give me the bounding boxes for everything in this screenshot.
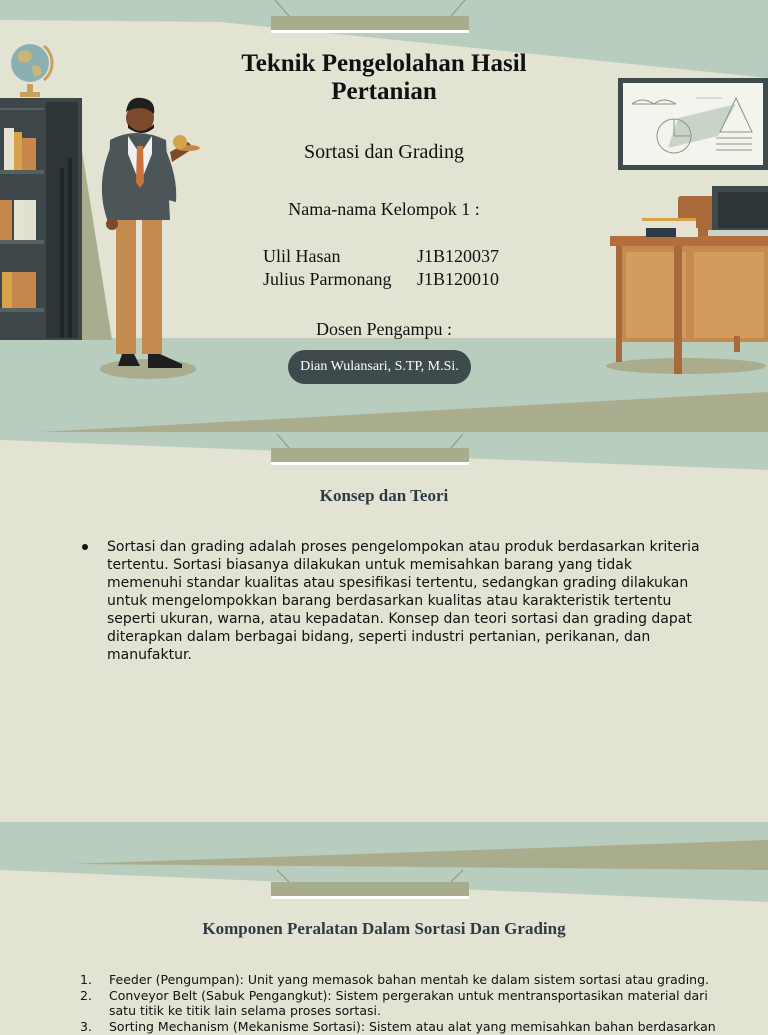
title-slide bbox=[0, 0, 768, 440]
member-nim: J1B120037 bbox=[417, 246, 500, 266]
hanger-plate bbox=[271, 882, 469, 899]
lecturer-name-badge: Dian Wulansari, S.TP, M.Si. bbox=[288, 350, 471, 384]
list-item bbox=[80, 1019, 720, 1034]
bullet-text: Sortasi dan grading adalah proses pengelompokan atau produk berdasarkan kriteria tertentu. Sortasi biasanya dilakukan untuk memisahkan barang yang tidak memenuhi standar kualitas atau spesifikasi tertentu, sedangkan grading dilakukan untuk mengelompokkan barang berdasarkan kualitas atau karakteristik tertentu seperti ukuran, warna, atau kepadatan. Konsep dan teori sortasi dan grading dapat diterapkan dalam berbagai bidang, seperti industri pertanian, perikanan, dan manufaktur. bbox=[107, 539, 700, 663]
hanger-plate bbox=[271, 16, 469, 33]
section-title: Konsep dan Teori bbox=[319, 486, 449, 505]
list-number: 1. bbox=[80, 972, 92, 987]
member-nim: J1B120010 bbox=[417, 269, 500, 289]
section-title: Komponen Peralatan Dalam Sortasi Dan Grading bbox=[202, 919, 566, 938]
concept-slide bbox=[0, 440, 768, 822]
list-text: Conveyor Belt (Sabuk Pengangkut): Sistem pergerakan untuk mentransportasikan material dari satu titik ke titik lain selama proses sortasi. bbox=[109, 988, 708, 1018]
list-number: 3. bbox=[80, 1019, 92, 1034]
list-text: Sorting Mechanism (Mekanisme Sortasi): Sistem atau alat yang memisahkan bahan berdasarkan bbox=[109, 1019, 716, 1034]
list-number: 2. bbox=[80, 988, 92, 1003]
lecturer-label: Dosen Pengampu : bbox=[316, 319, 452, 339]
components-slide bbox=[0, 822, 768, 1034]
group-label: Nama-nama Kelompok 1 : bbox=[288, 199, 480, 219]
title-text: Teknik Pengelolahan Hasil Pertanian bbox=[241, 50, 527, 105]
bullet-item bbox=[80, 538, 710, 664]
numbered-list bbox=[80, 972, 720, 1035]
member-name: Julius Parmonang bbox=[263, 269, 392, 289]
bullet-list bbox=[80, 538, 710, 664]
list-item bbox=[80, 988, 720, 1018]
list-item bbox=[80, 972, 720, 987]
slide-subtitle: Sortasi dan Grading bbox=[304, 141, 464, 163]
bullet-icon bbox=[82, 544, 88, 550]
hanger-plate bbox=[271, 448, 469, 465]
slide-title bbox=[0, 50, 768, 106]
list-text: Feeder (Pengumpan): Unit yang memasok bahan mentah ke dalam sistem sortasi atau grading. bbox=[109, 972, 709, 987]
member-name: Ulil Hasan bbox=[263, 246, 341, 266]
